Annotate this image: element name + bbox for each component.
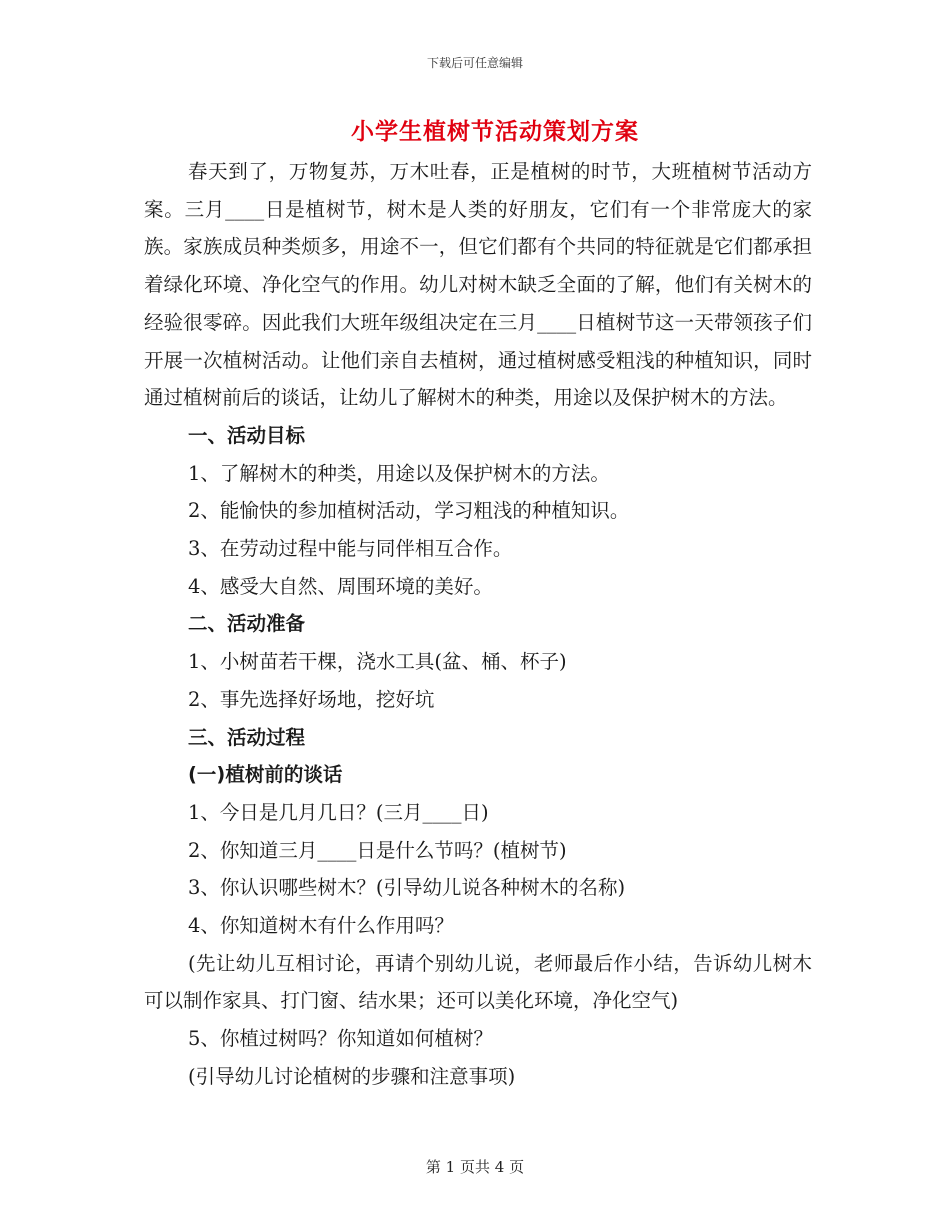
document-title: 小学生植树节活动策划方案 [351, 118, 639, 145]
goal-item: 2、能愉快的参加植树活动，学习粗浅的种植知识。 [188, 499, 630, 523]
preparation-item: 2、事先选择好场地，挖好坑 [188, 687, 435, 711]
section-heading-preparation: 二、活动准备 [188, 612, 306, 636]
question-item: 3、你认识哪些树木？(引导幼儿说各种树木的名称) [188, 876, 626, 900]
page-footer: 第 1 页共 4 页 [425, 1158, 525, 1176]
goal-item: 4、感受大自然、周围环境的美好。 [188, 574, 493, 598]
goal-item: 3、在劳动过程中能与同伴相互合作。 [188, 537, 513, 561]
guidance-note: (引导幼儿讨论植树的步骤和注意事项) [188, 1064, 516, 1088]
header-note: 下载后可任意编辑 [426, 56, 523, 70]
question-item: 2、你知道三月____日是什么节吗？(植树节) [188, 838, 567, 862]
question-item: 5、你植过树吗？你知道如何植树？ [188, 1027, 493, 1051]
subsection-heading-talk: (一)植树前的谈话 [188, 763, 343, 787]
section-heading-process: 三、活动过程 [188, 725, 306, 749]
question-item: 4、你知道树木有什么作用吗？ [188, 914, 454, 938]
document-body [144, 153, 812, 1096]
intro-paragraph: 春天到了，万物复苏，万木吐春，正是植树的时节，大班植树节活动方案。三月____日是植树节，树木是人类的好朋友，它们有一个非常庞大的家族。家族成员种类烦多，用途不一，但它们都有个共同的特征就是它们都承担着绿化环境、净化空气的作用。幼儿对树木缺乏全面的了解，他们有关树木的经验很零碎。因此我们大班年级组决定在三月____日植树节这一天带领孩子们开展一次植树活动。让他们亲自去植树，通过植树感受粗浅的种植知识，同时通过植树前后的谈话，让幼儿了解树木的种类，用途以及保护树木的方法。 [144, 160, 812, 410]
discussion-note: (先让幼儿互相讨论，再请个别幼儿说，老师最后作小结，告诉幼儿树木可以制作家具、打门窗、结水果；还可以美化环境，净化空气) [144, 951, 812, 1013]
section-heading-goals: 一、活动目标 [188, 423, 306, 447]
preparation-item: 1、小树苗若干棵，浇水工具(盆、桶、杯子) [188, 650, 567, 674]
goal-item: 1、了解树木的种类，用途以及保护树木的方法。 [188, 461, 610, 485]
question-item: 1、今日是几月几日？(三月____日) [188, 800, 489, 824]
